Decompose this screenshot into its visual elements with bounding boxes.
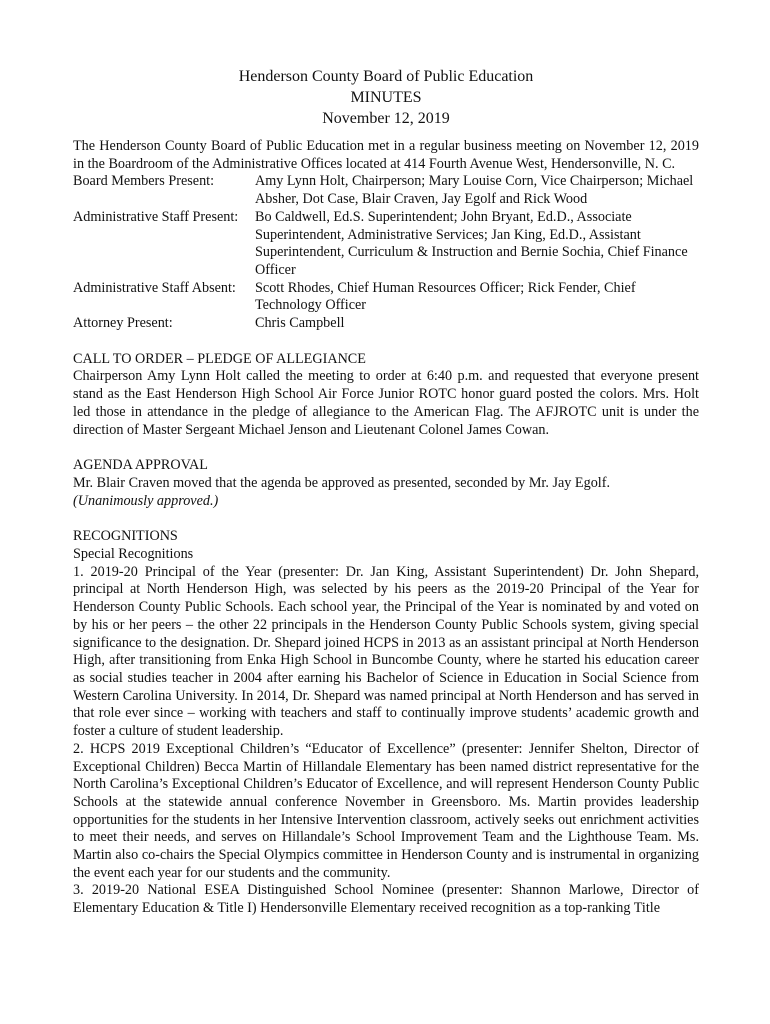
attendance-list <box>73 173 699 332</box>
recognition-item: 3. 2019-20 National ESEA Distinguished School Nominee (presenter: Shannon Marlowe, Director of Elementary Education & Title I) Hendersonville Elementary received recognition as a top-ranking Title <box>73 882 699 917</box>
attendance-label: Administrative Staff Absent: <box>73 279 236 296</box>
agenda-approval-section <box>73 457 699 510</box>
recognition-item: 2. HCPS 2019 Exceptional Children’s “Educator of Excellence” (presenter: Jennifer Shelton, Director of Exceptional Children) Becca Martin of Hillandale Elementary has been named district representative for the North Carolina’s Exceptional Children’s Educator of Excellence, and will represent Henderson County Public Schools at the statewide annual conference November in Greensboro. Ms. Martin provides leadership opportunities for the students in her Intensive Intervention classroom, actively seeks out enrichment activities to meet their needs, and serves on Hillandale’s School Improvement Team and the Lighthouse Team. Ms. Martin also co-chairs the Special Olympics committee in Henderson County and is instrumental in organizing the event each year for our students and the community. <box>73 740 699 881</box>
attendance-value: Scott Rhodes, Chief Human Resources Officer; Rick Fender, Chief Technology Officer <box>255 279 636 314</box>
call-to-order-section <box>73 351 699 440</box>
organization-title: Henderson County Board of Public Education <box>238 68 534 85</box>
document-header <box>73 66 699 129</box>
section-body: Chairperson Amy Lynn Holt called the meeting to order at 6:40 p.m. and requested that everyone present stand as the East Henderson High School Air Force Junior ROTC honor guard posted the colors. Mrs. Holt led those in attendance in the pledge of allegiance to the American Flag. The AFJROTC unit is under the direction of Master Sergeant Michael Jenson and Lieutenant Colonel James Cowan. <box>73 368 699 438</box>
recognitions-section <box>73 528 699 917</box>
attendance-value: Chris Campbell <box>255 315 345 332</box>
attendance-row-staff-present <box>73 209 699 280</box>
section-subheading: Special Recognitions <box>73 546 194 563</box>
section-body: Mr. Blair Craven moved that the agenda be approved as presented, seconded by Mr. Jay Egolf. <box>73 474 610 491</box>
meeting-date: November 12, 2019 <box>322 110 450 127</box>
document-page <box>73 66 699 918</box>
document-type: MINUTES <box>350 89 422 106</box>
approval-note: (Unanimously approved.) <box>73 492 219 509</box>
attendance-row-board <box>73 173 699 208</box>
attendance-row-staff-absent <box>73 280 699 315</box>
attendance-label: Attorney Present: <box>73 315 173 332</box>
intro-paragraph: The Henderson County Board of Public Education met in a regular business meeting on November 12, 2019 in the Boardroom of the Administrative Offices located at 414 Fourth Avenue West, Hendersonville, N. C. <box>73 138 699 172</box>
attendance-row-attorney <box>73 315 699 333</box>
section-heading: CALL TO ORDER – PLEDGE OF ALLEGIANCE <box>73 350 366 367</box>
section-heading: RECOGNITIONS <box>73 528 178 545</box>
attendance-label: Administrative Staff Present: <box>73 208 239 225</box>
section-heading: AGENDA APPROVAL <box>73 457 208 474</box>
attendance-value: Amy Lynn Holt, Chairperson; Mary Louise Corn, Vice Chairperson; Michael Absher, Dot Case, Blair Craven, Jay Egolf and Rick Wood <box>255 173 694 208</box>
attendance-value: Bo Caldwell, Ed.S. Superintendent; John Bryant, Ed.D., Associate Superintendent, Administrative Services; Jan King, Ed.D., Assistant Superintendent, Curriculum & Instruction and Bernie Sochia, Chief Finance Officer <box>255 208 688 278</box>
recognition-item: 1. 2019-20 Principal of the Year (presenter: Dr. Jan King, Assistant Superintendent) Dr. John Shepard, principal at North Henderson High, was selected by his peers as the 2019-20 Principal of the Year for Henderson County Public Schools. Each school year, the Principal of the Year is nominated by and voted on by his or her peers – the other 22 principals in the Henderson County Public Schools system, giving special significance to the designation. Dr. Shepard joined HCPS in 2013 as an assistant principal at North Henderson High, after transitioning from Enka High School in Buncombe County, where he started his education career as social studies teacher in 2004 after earning his Bachelor of Science in Education in Social Science from Western Carolina University. In 2014, Dr. Shepard was named principal at North Henderson and has served in that role ever since – working with teachers and staff to continually improve students’ academic growth and foster a culture of student leadership. <box>73 563 699 740</box>
attendance-label: Board Members Present: <box>73 173 215 190</box>
